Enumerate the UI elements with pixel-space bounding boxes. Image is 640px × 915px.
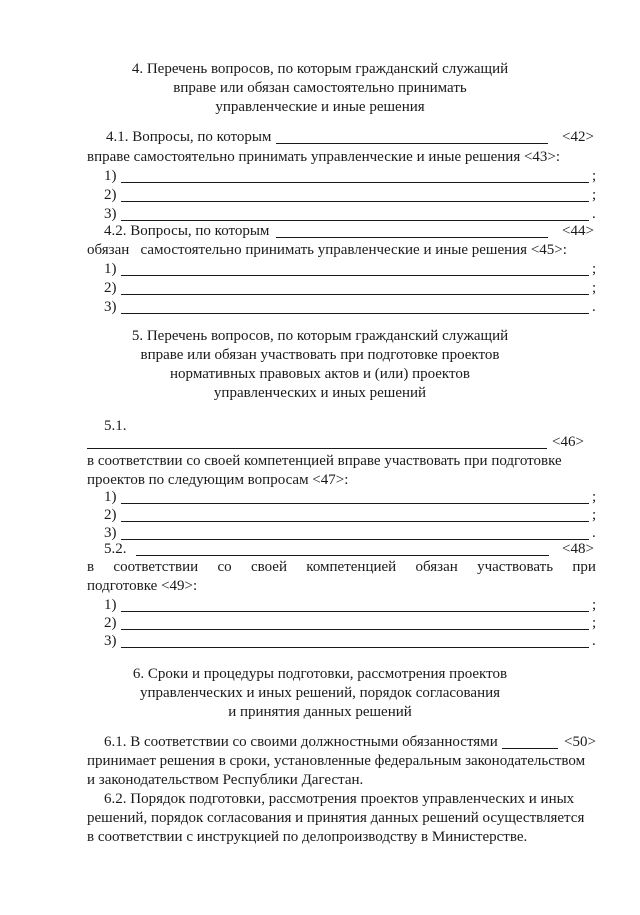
p41-item-2-line xyxy=(121,201,589,202)
p42-item-2-end: ; xyxy=(592,280,597,296)
p41-ref: <42> xyxy=(562,129,594,145)
section-4-heading-line-2: вправе или обязан самостоятельно принимать xyxy=(173,80,467,96)
p61-line-2: принимает решения в сроки, установленные федеральным законодательством xyxy=(87,753,586,769)
p42-lead: 4.2. Вопросы, по которым xyxy=(104,223,270,239)
p52-continuation: подготовке <49>: xyxy=(87,578,198,594)
section-6-heading-line-2: управленческих и иных решений, порядок согласования xyxy=(139,685,501,701)
section-6-heading-line-1: 6. Сроки и процедуры подготовки, рассмотрения проектов xyxy=(132,666,508,682)
p52-justified-line xyxy=(87,558,596,576)
section-6-heading-line-3: и принятия данных решений xyxy=(228,704,412,720)
section-4-heading-line-1: 4. Перечень вопросов, по которым гражданский служащий xyxy=(131,61,509,77)
p42-item-1-end: ; xyxy=(592,261,597,277)
p52-word-2: соответствии xyxy=(113,559,199,575)
p52-word-7: участвовать xyxy=(477,559,554,575)
p61-ref: <50> xyxy=(564,734,596,750)
p51-blank-line xyxy=(87,448,547,449)
p41-continuation: вправе самостоятельно принимать управленческие и иные решения <43>: xyxy=(87,149,561,165)
p52-item-3-end: . xyxy=(592,633,596,649)
p41-lead: 4.1. Вопросы, по которым xyxy=(106,129,272,145)
p42-continuation: обязан самостоятельно принимать управленческие и иные решения <45>: xyxy=(87,242,567,258)
p61-line-3: и законодательством Республики Дагестан. xyxy=(87,772,364,788)
p52-item-3-num: 3) xyxy=(104,633,117,649)
p41-item-2-num: 2) xyxy=(104,187,117,203)
p52-word-5: компетенцией xyxy=(306,559,397,575)
p52-item-2-line xyxy=(121,629,589,630)
p42-item-2-line xyxy=(121,294,589,295)
p61-blank-line xyxy=(502,748,558,749)
p51-continuation-2: проектов по следующим вопросам <47>: xyxy=(87,472,349,488)
p51-item-2-num: 2) xyxy=(104,507,117,523)
p51-item-3-end: . xyxy=(592,525,596,541)
p52-word-6: обязан xyxy=(415,559,458,575)
p51-item-2-line xyxy=(121,521,589,522)
p42-item-1-line xyxy=(121,275,589,276)
p41-item-1-end: ; xyxy=(592,168,597,184)
p62-line-3: в соответствии с инструкцией по делопроизводству в Министерстве. xyxy=(87,829,528,845)
p52-item-1-num: 1) xyxy=(104,597,117,613)
p41-item-3-num: 3) xyxy=(104,206,117,222)
p52-item-2-end: ; xyxy=(592,615,597,631)
section-5-heading-line-4: управленческих и иных решений xyxy=(213,385,427,401)
p51-item-3-num: 3) xyxy=(104,525,117,541)
p51-item-1-end: ; xyxy=(592,489,597,505)
p52-number: 5.2. xyxy=(104,541,127,557)
p52-blank-line xyxy=(136,555,549,556)
p52-item-1-line xyxy=(121,611,589,612)
p51-item-3-line xyxy=(121,539,589,540)
p62-line-2: решений, порядок согласования и принятия данных решений осуществляется xyxy=(87,810,585,826)
p52-ref: <48> xyxy=(562,541,594,557)
p52-word-4: своей xyxy=(250,559,287,575)
p52-word-8: при xyxy=(572,559,596,575)
p51-item-2-end: ; xyxy=(592,507,597,523)
p42-item-3-end: . xyxy=(592,299,596,315)
p52-item-3-line xyxy=(121,647,589,648)
p42-item-3-line xyxy=(121,313,589,314)
p41-item-1-num: 1) xyxy=(104,168,117,184)
p51-item-1-line xyxy=(121,503,589,504)
p52-word-3: со xyxy=(217,559,232,575)
section-4-heading-line-3: управленческие и иные решения xyxy=(215,99,425,115)
p42-item-2-num: 2) xyxy=(104,280,117,296)
p42-ref: <44> xyxy=(562,223,594,239)
p62-line-1: 6.2. Порядок подготовки, рассмотрения проектов управленческих и иных xyxy=(104,791,575,807)
p51-ref: <46> xyxy=(552,434,584,450)
p52-word-1: в xyxy=(87,559,95,575)
p61-line-1: 6.1. В соответствии со своими должностными обязанностями xyxy=(104,734,498,750)
p41-item-2-end: ; xyxy=(592,187,597,203)
p42-blank-line xyxy=(276,237,548,238)
section-5-heading-line-2: вправе или обязан участвовать при подготовке проектов xyxy=(140,347,500,363)
p51-item-1-num: 1) xyxy=(104,489,117,505)
p51-number: 5.1. xyxy=(104,418,127,434)
section-5-heading-line-1: 5. Перечень вопросов, по которым гражданский служащий xyxy=(131,328,509,344)
p42-item-3-num: 3) xyxy=(104,299,117,315)
p52-item-2-num: 2) xyxy=(104,615,117,631)
p42-item-1-num: 1) xyxy=(104,261,117,277)
section-5-heading-line-3: нормативных правовых актов и (или) проектов xyxy=(170,366,470,382)
p41-item-1-line xyxy=(121,182,589,183)
p41-blank-line xyxy=(276,143,548,144)
p41-item-3-end: . xyxy=(592,206,596,222)
p41-item-3-line xyxy=(121,220,589,221)
p52-item-1-end: ; xyxy=(592,597,597,613)
p51-continuation-1: в соответствии со своей компетенцией вправе участвовать при подготовке xyxy=(87,453,562,469)
